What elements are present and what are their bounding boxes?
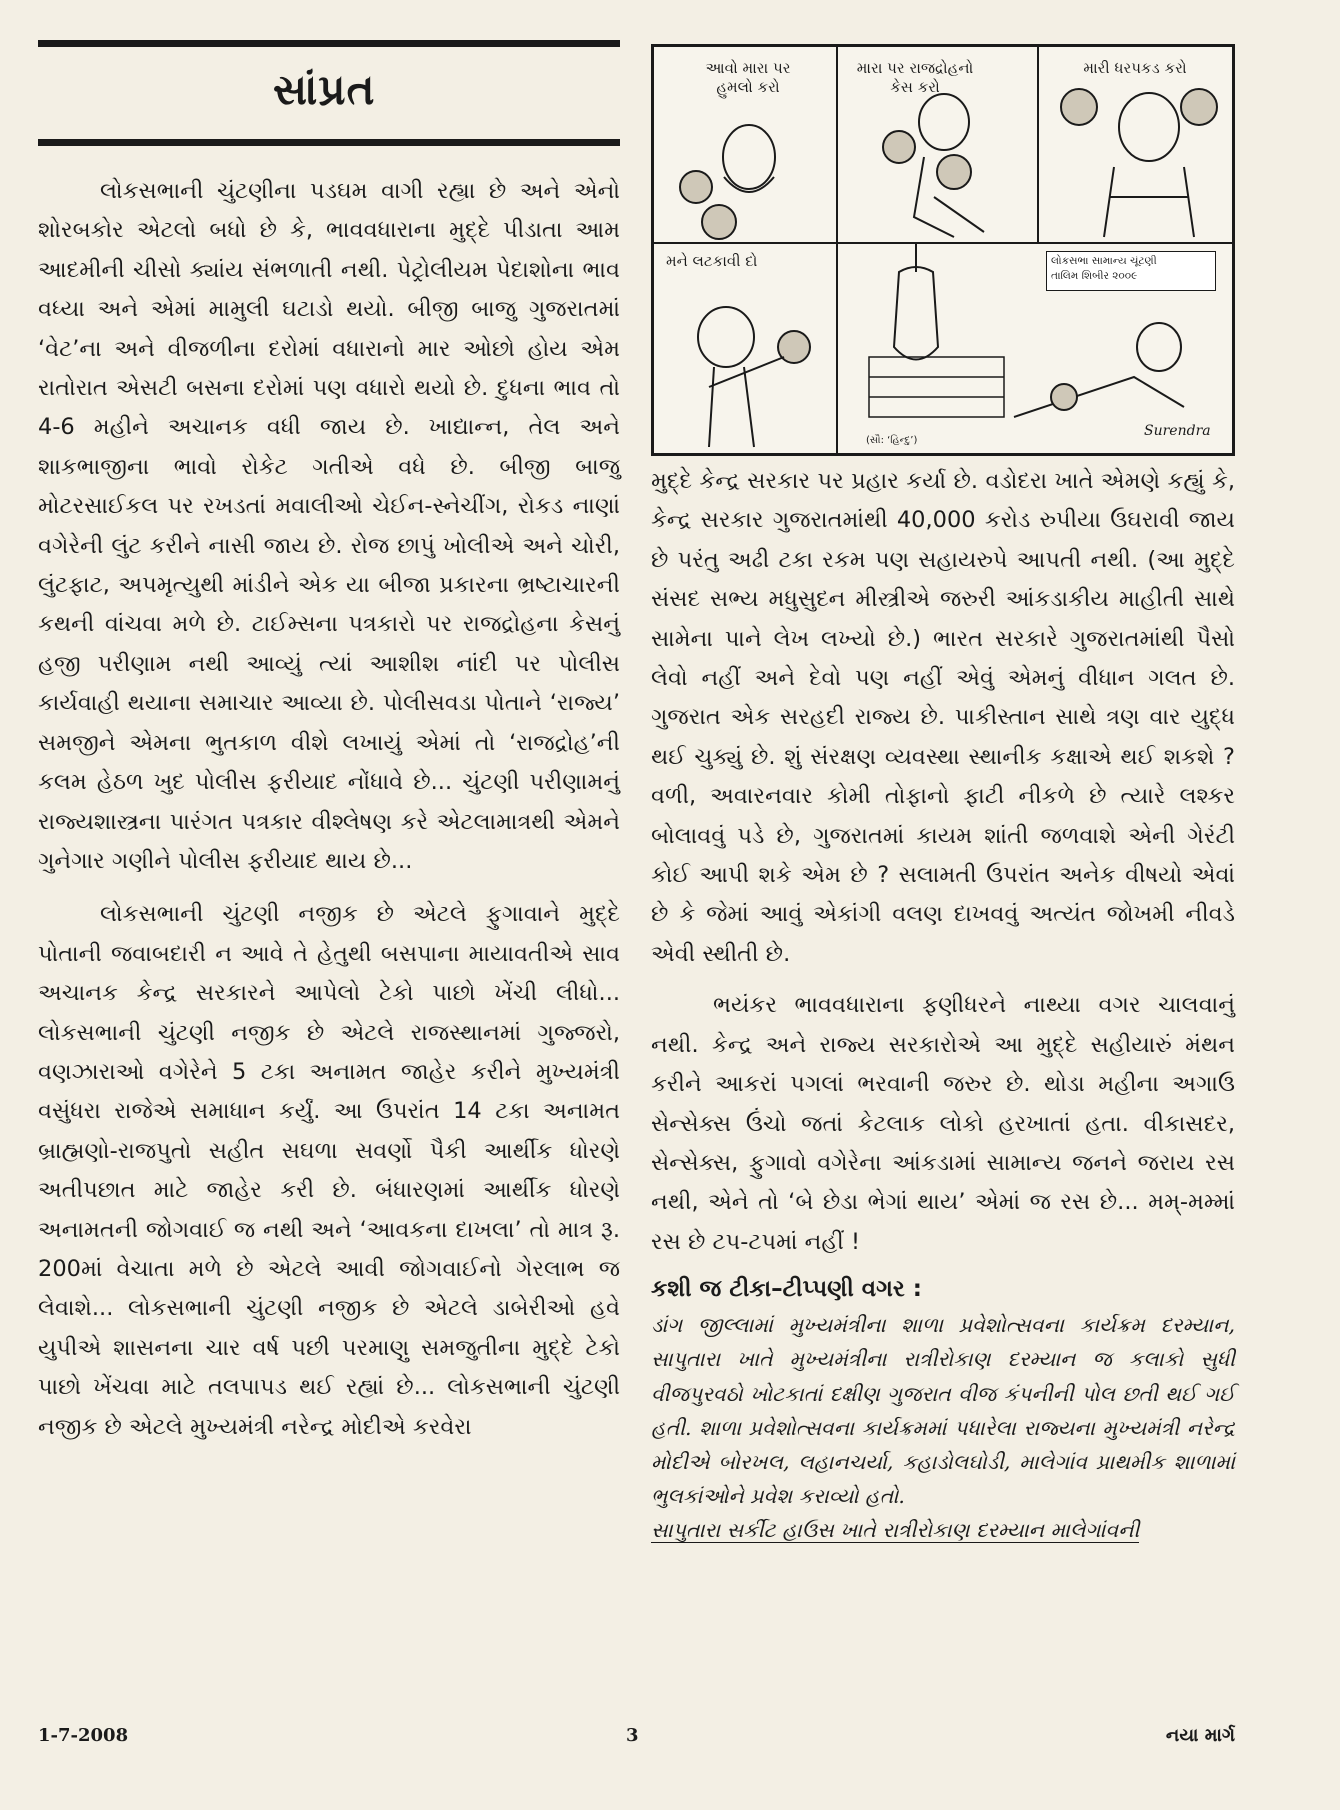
cartoonist-signature: Surendra xyxy=(1144,423,1211,439)
article-paragraph: લોકસભાની ચુંટણી નજીક છે એટલે ફુગાવાને મુદ્દે પોતાની જવાબદારી ન આવે તે હેતુથી બસપાના માયાવતીએ સાવ અચાનક કેન્દ્ર સરકારને આપેલો ટેકો પાછો ખેંચી લીધો... લોકસભાની ચુંટણી નજીક છે એટલે રાજસ્થાનમાં ગુજ્જરો, વણઝારાઓ વગેરેને 5 ટકા અનામત જાહેર કરીને મુખ્યમંત્રી વસુંધરા રાજેએ સમાધાન કર્યું. આ ઉપરાંત 14 ટકા અનામત બ્રાહ્મણો-રાજપુતો સહીત સઘળા સવર્ણો પૈકી આર્થીક ધોરણે અતીપછાત માટે જાહેર કરી છે. બંધારણમાં આર્થીક ધોરણે અનામતની જોગવાઈ જ નથી અને ‘આવકના દાખલા’ તો માત્ર રૂ. 200માં વેચાતા મળે છે એટલે આવી જોગવાઈનો ગેરલાભ જ લેવાશે... લોકસભાની ચુંટણી નજીક છે એટલે ડાબેરીઓ હવે યુપીએ શાસનના ચાર વર્ષ પછી પરમાણુ સમજુતીના મુદ્દે ટેકો પાછો ખેંચવા માટે તલપાપડ થઈ રહ્યાં છે... લોકસભાની ચુંટણી નજીક છે એટલે મુખ્યમંત્રી નરેન્દ્ર મોદીએ કરવેરા xyxy=(38,901,620,1440)
section-subheading: કશી જ ટીકા–ટીપ્પણી વગર : xyxy=(651,1276,922,1303)
page-footer xyxy=(38,1725,1235,1755)
cartoon-bubble-2: મારા પર રાજદ્રોહનો કેસ કરો xyxy=(856,59,974,96)
left-column xyxy=(38,40,620,1447)
italic-paragraph: ડાંગ જીલ્લામાં મુખ્યમંત્રીના શાળા પ્રવેશોત્સવના કાર્યક્રમ દરમ્યાન, સાપુતારા ખાતે મુખ્યમંત્રીના રાત્રીરોકાણ દરમ્યાન જ કલાકો સુધી વીજપુરવઠો ખોટકાતાં દક્ષીણ ગુજરાત વીજ કંપનીની પોલ છતી થઈ ગઈ હતી. શાળા પ્રવેશોત્સવના કાર્યક્રમમાં પધારેલા રાજ્યના મુખ્યમંત્રી નરેન્દ્ર મોદીએ બોરખલ, લહાનચર્યા, કહાડોલઘોડી, માલેગાંવ પ્રાથમીક શાળામાં ભુલકાંઓને પ્રવેશ કરાવ્યો હતો. xyxy=(651,1313,1235,1509)
title-rule xyxy=(38,139,620,146)
title-area xyxy=(38,47,620,139)
cartoon-drawing xyxy=(654,47,1232,453)
issue-date: 1-7-2008 xyxy=(38,1725,129,1746)
article-paragraph: લોકસભાની ચુંટણીના પડઘમ વાગી રહ્યા છે અને એનો શોરબકોર એટલો બધો છે કે, ભાવવધારાના મુદ્દે પીડાતા આમ આદમીની ચીસો ક્યાંય સંભળાતી નથી. પેટ્રોલીયમ પેદાશોના ભાવ વધ્યા અને એમાં મામુલી ઘટાડો થયો. બીજી બાજુ ગુજરાતમાં ‘વેટ’ના અને વીજળીના દરોમાં વધારાનો માર ઓછો હોય એમ રાતોરાત એસટી બસના દરોમાં પણ વધારો થયો છે. દુધના ભાવ તો 4-6 મહીને અચાનક વધી જાય છે. ખાદ્યાન્ન, તેલ અને શાકભાજીના ભાવો રોકેટ ગતીએ વધે છે. બીજી બાજુ મોટરસાઈકલ પર રખડતાં મવાલીઓ ચેઈન-સ્નેચીંગ, રોકડ નાણાં વગેરેની લુંટ કરીને નાસી જાય છે. રોજ છાપું ખોલીએ અને ચોરી, લુંટફાટ, અપમૃત્યુથી માંડીને એક યા બીજા પ્રકારના ભ્રષ્ટાચારની કથની વાંચવા મળે છે. ટાઈમ્સના પત્રકારો પર રાજદ્રોહના કેસનું હજી પરીણામ નથી આવ્યું ત્યાં આશીશ નાંદી પર પોલીસ કાર્યવાહી થયાના સમાચાર આવ્યા છે. પોલીસવડા પોતાને ‘રાજ્ય’ સમજીને એમના ભુતકાળ વીશે લખાયું એમાં તો ‘રાજદ્રોહ’ની કલમ હેઠળ ખુદ પોલીસ ફરીયાદ નોંધાવે છે... ચુંટણી પરીણામનું રાજ્યશાસ્ત્રના પારંગત પત્રકાર વીશ્લેષણ કરે એટલામાત્રથી એમને ગુનેગાર ગણીને પોલીસ ફરીયાદ થાય છે... xyxy=(38,178,620,874)
cartoon-bubble-1: આવો મારા પર હુમલો કરો xyxy=(705,59,791,96)
page-number: 3 xyxy=(626,1725,639,1746)
right-column xyxy=(651,462,1235,1548)
cartoon-sign-box: લોકસભા સામાન્ય ચૂંટણી તાલિમ શિબીર ૨૦૦૯ xyxy=(1046,251,1216,291)
italic-last-line: સાપુતારા સર્કીટ હાઉસ ખાતે રાત્રીરોકાણ દરમ્યાન માલેગાંવની xyxy=(651,1518,1140,1543)
cartoon-bubble-3: મારી ધરપકડ કરો xyxy=(1083,59,1187,77)
article-paragraph: ભયંકર ભાવવધારાના ફણીધરને નાથ્યા વગર ચાલવાનું નથી. કેન્દ્ર અને રાજ્ય સરકારોએ આ મુદ્દે સહીયારું મંથન કરીને આકરાં પગલાં ભરવાની જરુર છે. થોડા મહીના અગાઉ સેન્સેક્સ ઉંચો જતાં કેટલાક લોકો હરખાતાં હતા. વીકાસદર, સેન્સેક્સ, ફુગાવો વગેરેના આંકડામાં સામાન્ય જનને જરાય રસ નથી, એને તો ‘બે છેડા ભેગાં થાય’ એમાં જ રસ છે... મમ્-મમ્માં રસ છે ટપ-ટપમાં નહીં ! xyxy=(651,992,1235,1255)
top-rule xyxy=(38,40,620,47)
cartoon-credit: (સૌ: ‘હિન્દુ’) xyxy=(866,435,918,446)
cartoon-strip xyxy=(651,44,1235,456)
magazine-name: નયા માર્ગ xyxy=(1165,1725,1235,1746)
cartoon-bubble-4: મને લટકાવી દો xyxy=(666,252,758,270)
article-paragraph: મુદ્દે કેન્દ્ર સરકાર પર પ્રહાર કર્યા છે. વડોદરા ખાતે એમણે કહ્યું કે, કેન્દ્ર સરકાર ગુજરાતમાંથી 40,000 કરોડ રુપીયા ઉઘરાવી જાય છે પરંતુ અઢી ટકા રકમ પણ સહાયરુપે આપતી નથી. (આ મુદ્દે સંસદ સભ્ય મધુસુદન મીસ્ત્રીએ જરુરી આંકડાકીય માહીતી સાથે સામેના પાને લેખ લખ્યો છે.) ભારત સરકારે ગુજરાતમાંથી પૈસો લેવો નહીં અને દેવો પણ નહીં એવું એમનું વીધાન ગલત છે. ગુજરાત એક સરહદી રાજ્ય છે. પાકીસ્તાન સાથે ત્રણ વાર યુદ્ધ થઈ ચુક્યું છે. શું સંરક્ષણ વ્યવસ્થા સ્થાનીક કક્ષાએ થઈ શકશે ? વળી, અવારનવાર કોમી તોફાનો ફાટી નીકળે છે ત્યારે લશ્કર બોલાવવું પડે છે, ગુજરાતમાં કાયમ શાંતી જળવાશે એની ગેરંટી કોઈ આપી શકે એમ છે ? સલામતી ઉપરાંત અનેક વીષયો એવાં છે કે જેમાં આવું એકાંગી વલણ દાખવવું અત્યંત જોખમી નીવડે એવી સ્થીતી છે. xyxy=(651,468,1235,967)
column-title: સાંપ્રત xyxy=(273,65,376,114)
